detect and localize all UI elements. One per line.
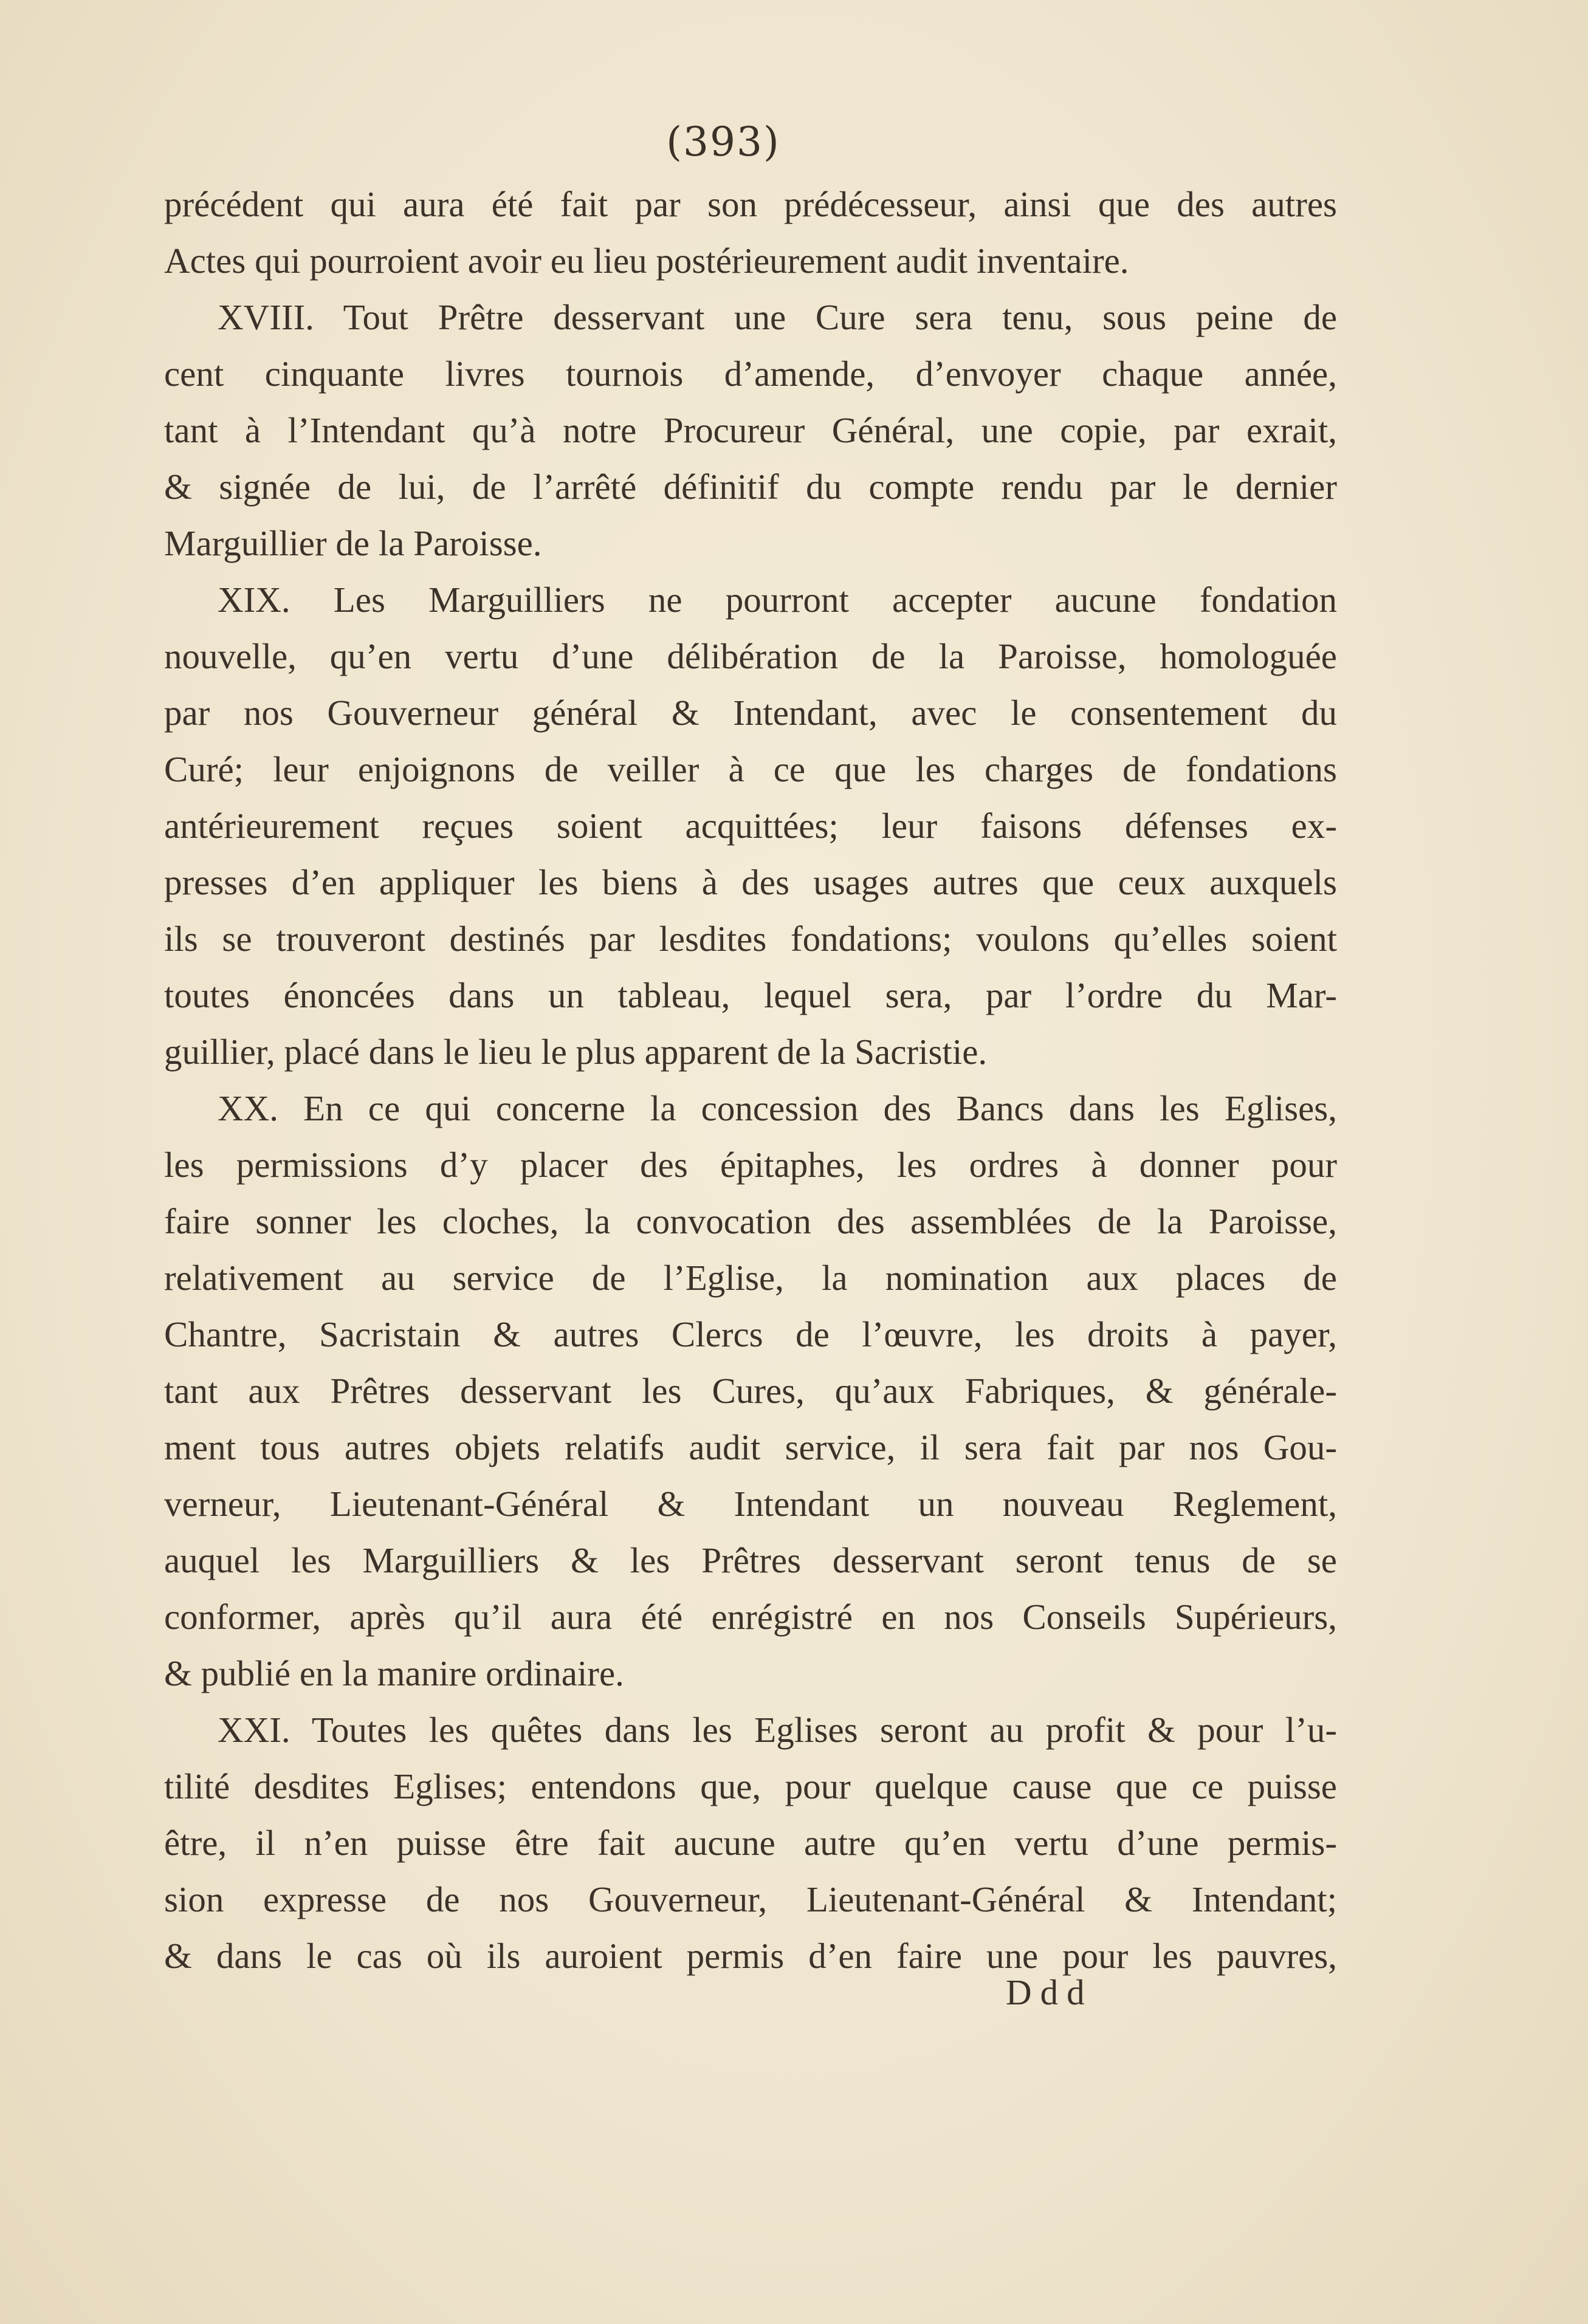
text-line: tilité desdites Eglises; entendons que, pour quelque cause que ce puisse	[164, 1766, 1337, 1806]
text-line: Curé; leur enjoignons de veiller à ce que les charges de fondations	[164, 749, 1337, 789]
text-line: ment tous autres objets relatifs audit service, il sera fait par nos Gou-	[164, 1427, 1337, 1467]
signature-mark: Ddd	[1006, 1972, 1093, 2012]
text-line: & dans le cas où ils auroient permis d’en faire une pour les pauvres,	[164, 1936, 1337, 1976]
text-line: cent cinquante livres tournois d’amende, d’envoyer chaque année,	[164, 354, 1337, 394]
text-line: être, il n’en puisse être fait aucune autre qu’en vertu d’une permis-	[164, 1823, 1337, 1863]
text-line: nouvelle, qu’en vertu d’une délibération de la Paroisse, homologuée	[164, 636, 1337, 676]
text-line: & signée de lui, de l’arrêté définitif du compte rendu par le dernier	[164, 467, 1337, 507]
text-line: sion expresse de nos Gouverneur, Lieutenant-Général & Intendant;	[164, 1879, 1337, 1919]
text-line: ils se trouveront destinés par lesdites fondations; voulons qu’elles soient	[164, 919, 1337, 959]
text-line: guillier, placé dans le lieu le plus apparent de la Sacristie.	[164, 1032, 988, 1072]
page-number: (393)	[666, 118, 780, 165]
text-line: & publié en la manire ordinaire.	[164, 1653, 624, 1693]
text-line: Chantre, Sacristain & autres Clercs de l’œuvre, les droits à payer,	[164, 1314, 1337, 1354]
text-line: tant à l’Intendant qu’à notre Procureur Général, une copie, par exrait,	[164, 410, 1337, 450]
text-line: presses d’en appliquer les biens à des usages autres que ceux auxquels	[164, 862, 1337, 902]
text-line: tant aux Prêtres desservant les Cures, qu’aux Fabriques, & générale-	[164, 1371, 1337, 1411]
article-heading-line: XIX. Les Marguilliers ne pourront accepter aucune fondation	[218, 580, 1337, 620]
text-line: faire sonner les cloches, la convocation des assemblées de la Paroisse,	[164, 1201, 1337, 1241]
article-heading-line: XX. En ce qui concerne la concession des Bancs dans les Eglises,	[218, 1088, 1337, 1128]
text-line: Marguillier de la Paroisse.	[164, 523, 542, 563]
text-line: précédent qui aura été fait par son prédécesseur, ainsi que des autres	[164, 184, 1337, 224]
body-text	[164, 176, 1337, 1984]
text-line: toutes énoncées dans un tableau, lequel sera, par l’ordre du Mar-	[164, 975, 1337, 1015]
text-line: relativement au service de l’Eglise, la nomination aux places de	[164, 1258, 1337, 1298]
text-line: verneur, Lieutenant-Général & Intendant un nouveau Reglement,	[164, 1484, 1337, 1524]
text-line: auquel les Marguilliers & les Prêtres desservant seront tenus de se	[164, 1540, 1337, 1580]
text-line: par nos Gouverneur général & Intendant, avec le consentement du	[164, 693, 1337, 733]
text-line: antérieurement reçues soient acquittées; leur faisons défenses ex-	[164, 806, 1337, 846]
text-line: Actes qui pourroient avoir eu lieu postérieurement audit inventaire.	[164, 241, 1129, 281]
article-heading-line: XXI. Toutes les quêtes dans les Eglises seront au profit & pour l’u-	[218, 1710, 1337, 1750]
article-heading-line: XVIII. Tout Prêtre desservant une Cure sera tenu, sous peine de	[218, 297, 1337, 337]
text-line: les permissions d’y placer des épitaphes, les ordres à donner pour	[164, 1145, 1337, 1185]
text-line: conformer, après qu’il aura été enrégistré en nos Conseils Supérieurs,	[164, 1597, 1337, 1637]
